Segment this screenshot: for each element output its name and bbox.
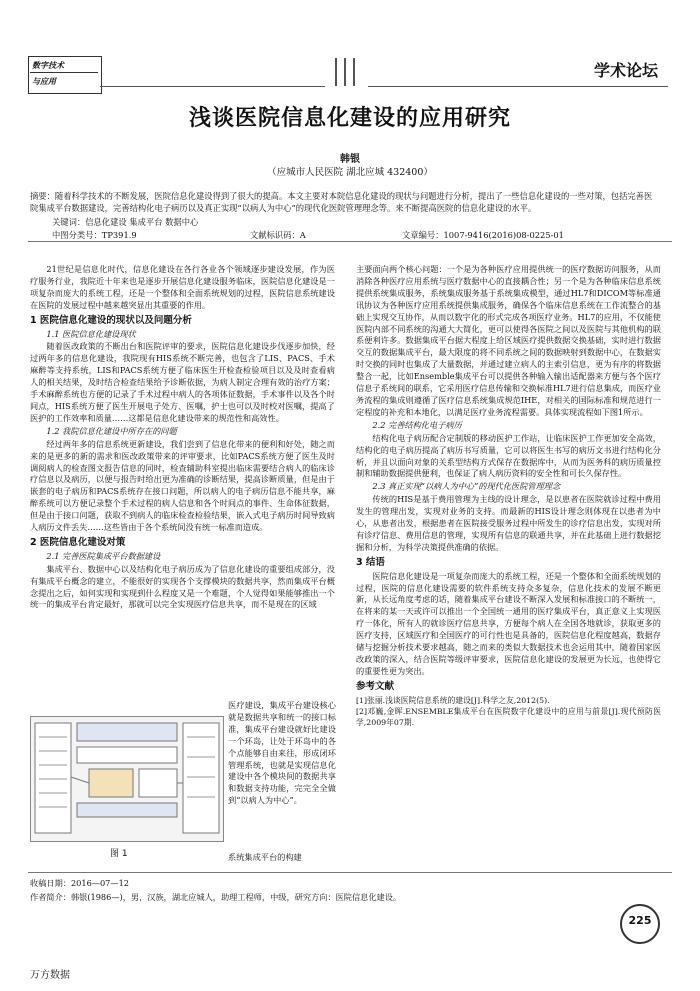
page-number: 225	[628, 914, 652, 927]
header-bars	[335, 58, 365, 86]
heading-2-1: 2.1 完善医院集成平台数据建设	[46, 550, 161, 561]
section-label: 学术论坛	[593, 61, 658, 80]
author-bio: 作者简介：韩银(1986—)，男，汉族，湖北应城人，助理工程师，中级，研究方向：医院信息化建设。	[30, 892, 402, 902]
reference-item: [1]张丽.浅谈医院信息系统的建设[J].科学之友,2012(5).	[356, 695, 550, 705]
integration-platform-diagram	[31, 717, 223, 841]
received-date: 收稿日期：2016—07—12	[30, 878, 129, 888]
reference-list	[356, 695, 661, 728]
footer-rule	[28, 872, 672, 873]
paragraph-2-1-cont: 主要面向两个核心问题：一个是为各种医疗应用提供统一的医疗数据访问服务，从而消除各种医疗应用系统与医疗数据中心的直接耦合性；另一个是为各种临床信息系统提供系统集成服务，系统集成服务基于系统集成模型，通过HL7和DICOM等标准通讯协议为各种医疗应用系统提供集成服务，确保各个临床信息系统在工作流整合的基础上实现交互协作，从而以数字化的形式完成各项医疗业务。HL7的应用，不仅能使医院内部不同系统的沟通大大简化，更可以使得各医院之间以及医院与其他机构的联系便利许多。数据集成平台据大程度上给区域医疗提供数据交换基础，实时进行数据交互的数据集成平台，最大限度的将不同系统之间的数据映射到数据中心，在数据实时交换的同时也集成了大量数据，并通过建立病人的主索引信息，更为有序的将数据整合一起，比如Ensemble集成平台可以提供各种输入输出适配器来方便与各个医疗信息子系统间的联系，它采用医疗信息传输和交换标准HL7进行信息集成，而医疗业务流程的集成则遵循了医疗信息系统集成规范IHE，对相关的国际标准和规范进行一定程度的补充和本地化，以满足医疗业务流程需要。具体实现流程如下图1所示。	[356, 264, 661, 417]
figure-1	[30, 716, 224, 842]
reference-item: [2]邓巍,金晖.ENSEMBLE集成平台在医院数字化建设中的应用与前景[J].现代预防医学,2009年07期.	[356, 706, 661, 727]
heading-2-2: 2.2 完善结构化电子病历	[372, 419, 462, 430]
meta-rule	[28, 241, 672, 242]
paragraph-2-2: 结构化电子病历配合定制版的移动医护工作站，让临床医护工作更加安全高效，结构化的电子病历提高了病历书写质量，它可以将医生书写的病历文书进行结构化分析，并且以面向对象的关系型结构方式保存在数据库中，从而为医务科的病历质量控制和辅助数据提供便利，也保证了病人病历资料的安全性和可长久保存性。	[356, 432, 661, 479]
right-column	[356, 264, 661, 728]
left-column-continued: 系统集成平台的构建	[228, 852, 302, 862]
heading-2: 2 医院信息化建设对策	[30, 536, 126, 548]
journal-tag-line1: 数字技术	[32, 60, 64, 70]
paragraph-1-1: 随着医改政策的不断出台和医院评审的要求，医院信息化建设步伐逐步加快，经过两年多的信息化建设，我院现有HIS系统不断完善，也包含了LIS、PACS、手术麻醉等支持系统，LIS和PACS系统方便了临床医生开检查检验项目以及及时查看病人的相关结果，及时结合检查结果给予诊断依据，为病人制定合理有效的治疗方案；手术麻醉系统也方便的记录了手术过程中病人的各项体征数据，手术事件以及各个时间点，HIS系统方便了医生开展电子处方、医嘱，护士也可以及时校对医嘱，提高了医护的工作效率和质量……这都是信息化建设带来的规范性和高效性。	[30, 341, 335, 423]
paragraph-3: 医院信息化建设是一项复杂而庞大的系统工程，还是一个整体和全面系统规划的过程，医院的信息化建设需要的软件系统支持众多复杂，信息化技术的发展不断更新，从长远角度考虑的话，随着集成平台建设不断深入发展和标准接口的不断统一，在将来的某一天或许可以推出一个全国统一通用的医疗集成平台，真正意义上实现医疗一体化，所有人的就诊医疗信息共享，方便每个病人在全国各地就诊，获取更多的医疗支持，区域医疗和全国医疗的可行性也是具备的，医院信息化程度越高，数据存储与挖掘分析技术要求越高，随之而来的类似大数据技术也会运用其中，随着国家医改政策的深入，结合医院等级评审要求，医院信息化建设的发展更为长远，也使得它的重要性更为突出。	[356, 570, 661, 676]
document-code: 文献标识码：A	[250, 230, 306, 240]
paragraph-2-3: 传统的HIS是基于费用管理为主线的设计理念，是以患者在医院就诊过程中费用发生的管理出发，实现对业务的支持。而最新的HIS设计理念则体现在以患者为中心，从患者出发，根据患者在医院接受服务过程中所发生的诊疗信息出发，实现对所有诊疗信息、费用信息的管理，实现所有信息的联通共享，并在此基础上进行数据挖掘和分析，为科学决策提供准确的依据。	[356, 494, 661, 552]
journal-tag-line2: 与应用	[32, 76, 56, 86]
left-column	[30, 264, 335, 611]
references-title: 参考文献	[356, 680, 395, 692]
tag-divider	[30, 72, 98, 73]
paragraph-1-2: 经过两年多的信息系统更新建设，我们尝到了信息化带来的便利和好处，随之而来的是更多的新的需求和医改政策带来的评审要求，比如PACS系统方便了医生及时调阅病人的检查图文报告信息的同时，检查辅助科室提出临床需要结合病人的临床诊疗信息以及病历，以便与报告时给出更为准确的诊断结果，提高诊断质量，但是由于嵌套的电子病历和PACS系统存在接口问题，所以病人的电子病历信息不能共享，麻醉系统可以方便记录整个手术过程的病人信息和各个时间点的事件、生命体征数据，但是由于接口问题，获取不到病人的临床检查检验结果，嵌入式电子病历时间导致病人病历文件丢失……这些皆由于各个系统间没有统一标准而造成。	[30, 438, 335, 533]
intro-paragraph: 21世纪是信息化时代，信息化建设在各行各业各个领域逐步建设发展，作为医疗服务行业，我院近十年来也是逐步开展信息化建设服务临床，医院信息化建设是一项复杂而庞大的系统工程，还是一个整体和全面系统规划的过程，医院信息系统建设在医院的发展过程中越来越突显出其重要的作用。	[30, 264, 335, 310]
abstract: 摘要：随着科学技术的不断发展，医院信息化建设得到了很大的提高。本文主要对本院信息化建设的现状与问题进行分析，提出了一些信息化建设的一些对策，包括完善医院集成平台数据建设，完善结构化电子病历以及真正实现“以病人为中心”的现代化医院管理理念等。来不断提高医院的信息化建设的水平。	[30, 191, 653, 213]
heading-3: 3 结语	[356, 556, 385, 568]
header-rule-right	[368, 86, 668, 87]
heading-2-3: 2.3 真正实现“以病人为中心”的现代化医院管理理念	[372, 481, 561, 492]
paragraph-2-1: 集成平台、数据中心以及结构化电子病历成为了信息化建设的重要组成部分，没有集成平台概念的建立，不能很好的实现各个支撑模块的数据共享，然而集成平台概念提出之后，如何实现和实现到什么程度又是一个难题，个人觉得如果能够推出一个统一的集成平台肯定最好，那就可以完全实现医疗信息共享，而不是现在的区域	[30, 563, 335, 610]
figure-wrap-text: 医疗建设，集成平台建设核心就是数据共享和统一的接口标准，集成平台建设就好比建设一个环岛，让处于环岛中的各个点能够自由来往，形成闭环管理系统，也就是实现信息化建设中各个模块间的数据共享和数据支持功能，完完全全做到“以病人为中心”。	[228, 700, 336, 806]
header-rule-left	[100, 86, 325, 87]
article-number: 文章编号：1007-9416(2016)08-0225-01	[402, 230, 564, 240]
figure-caption: 图 1	[110, 849, 128, 859]
author: 韩银	[340, 154, 360, 165]
heading-1-1: 1.1 医院信息化建设现状	[46, 328, 136, 339]
heading-1: 1 医院信息化建设的现状以及问题分析	[30, 314, 192, 326]
affiliation: （应城市人民医院 湖北应城 432400）	[267, 167, 433, 178]
keywords: 关键词：信息化建设 集成平台 数据中心	[52, 217, 199, 227]
clc-number: 中图分类号：TP391.9	[52, 230, 137, 240]
heading-1-2: 1.2 我院信息化建设中所存在的问题	[46, 425, 177, 436]
article-title: 浅谈医院信息化建设的应用研究	[188, 106, 511, 131]
wanfang-brand: 万方数据	[30, 970, 70, 981]
